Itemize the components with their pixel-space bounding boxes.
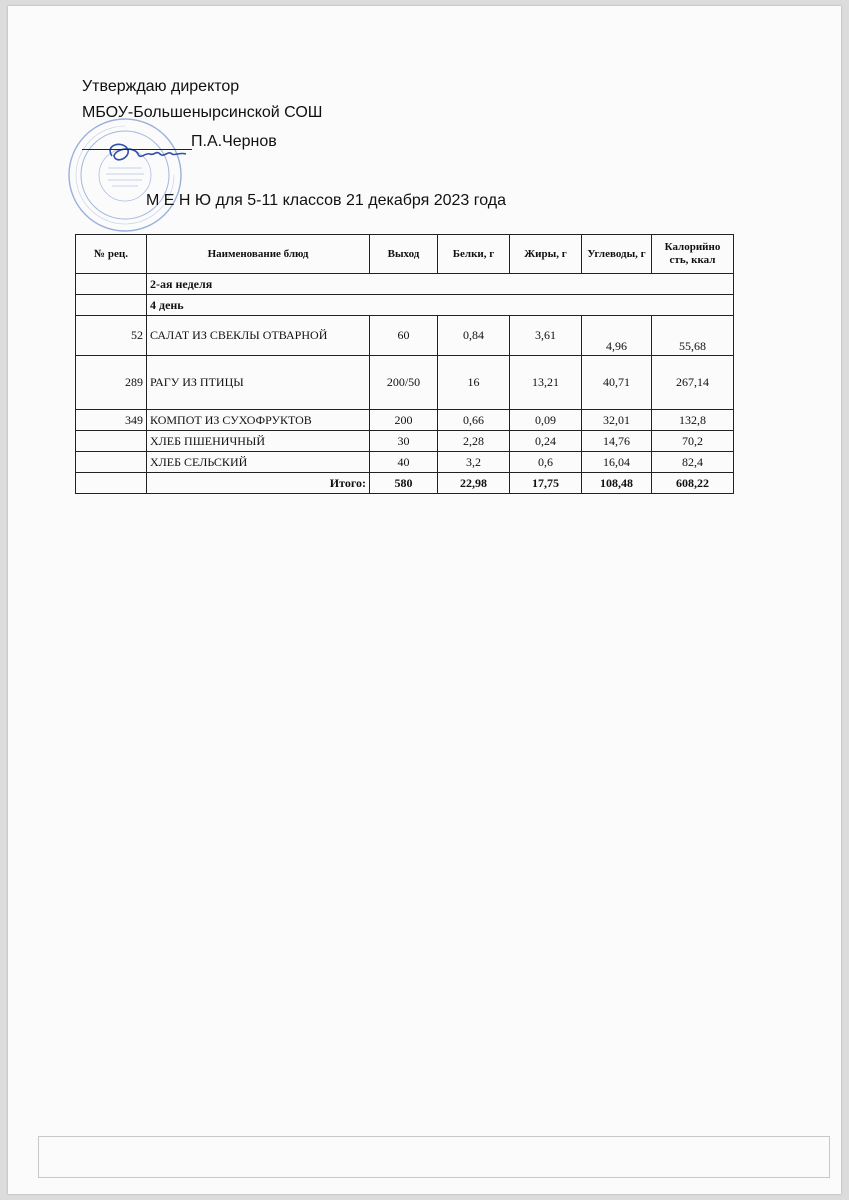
dish-name: ХЛЕБ ПШЕНИЧНЫЙ — [147, 431, 370, 452]
fats: 0,24 — [510, 431, 582, 452]
dish-name: КОМПОТ ИЗ СУХОФРУКТОВ — [147, 410, 370, 431]
recipe-num: 349 — [76, 410, 147, 431]
total-label: Итого: — [147, 473, 370, 494]
fats: 0,6 — [510, 452, 582, 473]
kcal: 132,8 — [652, 410, 734, 431]
col-header-recipe-num: № рец. — [76, 235, 147, 274]
kcal: 267,14 — [652, 356, 734, 410]
output: 60 — [370, 316, 438, 356]
table-row — [76, 356, 734, 410]
recipe-num: 52 — [76, 316, 147, 356]
proteins: 3,2 — [438, 452, 510, 473]
fats: 3,61 — [510, 316, 582, 356]
output: 200/50 — [370, 356, 438, 410]
dish-name: РАГУ ИЗ ПТИЦЫ — [147, 356, 370, 410]
director-signature — [94, 134, 204, 174]
total-output: 580 — [370, 473, 438, 494]
carbs: 4,96 — [582, 316, 652, 356]
dish-name: САЛАТ ИЗ СВЕКЛЫ ОТВАРНОЙ — [147, 316, 370, 356]
table-header-row — [76, 235, 734, 274]
bleed-through-table-ghost — [38, 1136, 830, 1178]
proteins: 0,66 — [438, 410, 510, 431]
week-row — [76, 274, 734, 295]
signature-line — [82, 149, 192, 150]
proteins: 0,84 — [438, 316, 510, 356]
approve-line: Утверждаю директор — [82, 78, 240, 95]
dish-name: ХЛЕБ СЕЛЬСКИЙ — [147, 452, 370, 473]
total-row — [76, 473, 734, 494]
table-row — [76, 410, 734, 431]
total-kcal: 608,22 — [652, 473, 734, 494]
menu-table — [75, 234, 734, 494]
carbs: 14,76 — [582, 431, 652, 452]
col-header-kcal: Калорийно сть, ккал — [652, 235, 734, 274]
total-proteins: 22,98 — [438, 473, 510, 494]
output: 200 — [370, 410, 438, 431]
table-row — [76, 452, 734, 473]
col-header-output: Выход — [370, 235, 438, 274]
total-carbs: 108,48 — [582, 473, 652, 494]
output: 30 — [370, 431, 438, 452]
recipe-num: 289 — [76, 356, 147, 410]
day-row — [76, 295, 734, 316]
recipe-num — [76, 431, 147, 452]
output: 40 — [370, 452, 438, 473]
recipe-num — [76, 452, 147, 473]
proteins: 2,28 — [438, 431, 510, 452]
week-label: 2-ая неделя — [147, 274, 734, 295]
kcal: 55,68 — [652, 316, 734, 356]
carbs: 16,04 — [582, 452, 652, 473]
menu-title: М Е Н Ю для 5-11 классов 21 декабря 2023 года — [146, 192, 507, 209]
carbs: 32,01 — [582, 410, 652, 431]
col-header-dish-name: Наименование блюд — [147, 235, 370, 274]
col-header-fats: Жиры, г — [510, 235, 582, 274]
table-row — [76, 316, 734, 356]
school-name: МБОУ-Большенырсинской СОШ — [82, 104, 323, 121]
col-header-proteins: Белки, г — [438, 235, 510, 274]
proteins: 16 — [438, 356, 510, 410]
document-page — [8, 6, 841, 1194]
day-label: 4 день — [147, 295, 734, 316]
kcal: 82,4 — [652, 452, 734, 473]
total-fats: 17,75 — [510, 473, 582, 494]
fats: 0,09 — [510, 410, 582, 431]
fats: 13,21 — [510, 356, 582, 410]
director-name: П.А.Чернов — [191, 133, 277, 150]
col-header-carbs: Углеводы, г — [582, 235, 652, 274]
carbs: 40,71 — [582, 356, 652, 410]
table-row — [76, 431, 734, 452]
kcal: 70,2 — [652, 431, 734, 452]
